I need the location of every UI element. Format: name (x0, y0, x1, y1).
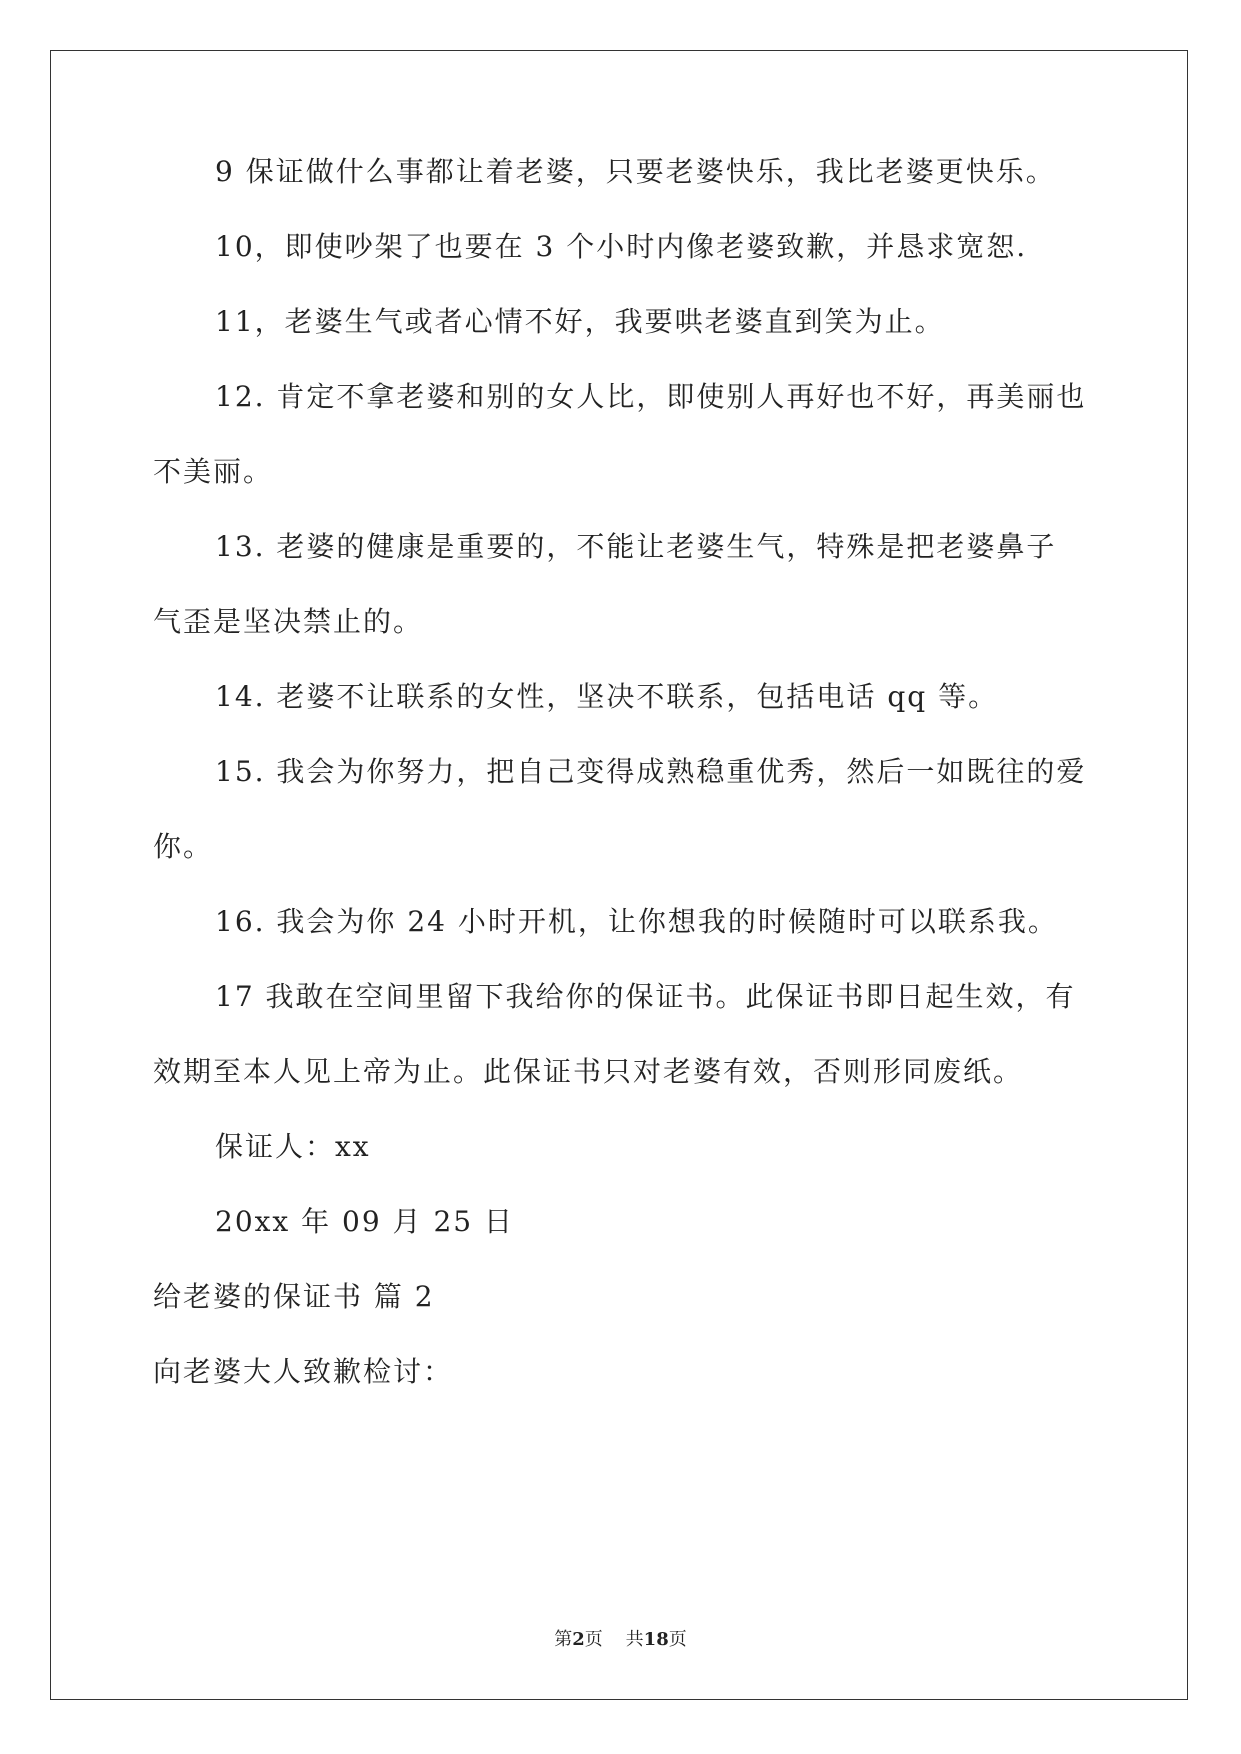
paragraph-item-17-line-2: 效期至本人见上帝为止。此保证书只对老婆有效，否则形同废纸。 (153, 1055, 1024, 1088)
paragraph-item-13-line-1: 13. 老婆的健康是重要的，不能让老婆生气，特殊是把老婆鼻子 (215, 530, 1057, 563)
paragraph-item-9: 9 保证做什么事都让着老婆，只要老婆快乐，我比老婆更快乐。 (215, 155, 1056, 188)
paragraph-item-15-line-1: 15. 我会为你努力，把自己变得成熟稳重优秀，然后一如既往的爱 (215, 755, 1087, 788)
paragraph-item-16: 16. 我会为你 24 小时开机，让你想我的时候随时可以联系我。 (215, 905, 1058, 938)
current-page-number: 2 (572, 1629, 585, 1650)
paragraph-item-15-line-2: 你。 (153, 830, 214, 863)
signer-line: 保证人：xx (215, 1130, 371, 1163)
paragraph-item-14: 14. 老婆不让联系的女性，坚决不联系，包括电话 qq 等。 (215, 680, 999, 713)
paragraph-item-13-line-2: 气歪是坚决禁止的。 (153, 605, 424, 638)
paragraph-item-17-line-1: 17 我敢在空间里留下我给你的保证书。此保证书即日起生效，有 (215, 980, 1076, 1013)
page-border (50, 50, 1188, 1700)
paragraph-item-12-line-2: 不美丽。 (153, 455, 274, 488)
footer-suffix: 页 (668, 1629, 687, 1650)
date-line: 20xx 年 09 月 25 日 (215, 1205, 514, 1238)
section-heading: 给老婆的保证书 篇 2 (153, 1280, 435, 1313)
footer-middle: 页 共 (584, 1629, 644, 1650)
salutation-line: 向老婆大人致歉检讨： (153, 1355, 454, 1388)
page-footer (0, 1628, 1241, 1652)
paragraph-item-12-line-1: 12. 肯定不拿老婆和别的女人比，即使别人再好也不好，再美丽也 (215, 380, 1087, 413)
footer-prefix: 第 (554, 1629, 573, 1650)
paragraph-item-10: 10，即使吵架了也要在 3 个小时内像老婆致歉，并恳求宽恕. (215, 230, 1028, 263)
paragraph-item-11: 11，老婆生气或者心情不好，我要哄老婆直到笑为止。 (215, 305, 945, 338)
total-pages-number: 18 (643, 1629, 669, 1650)
